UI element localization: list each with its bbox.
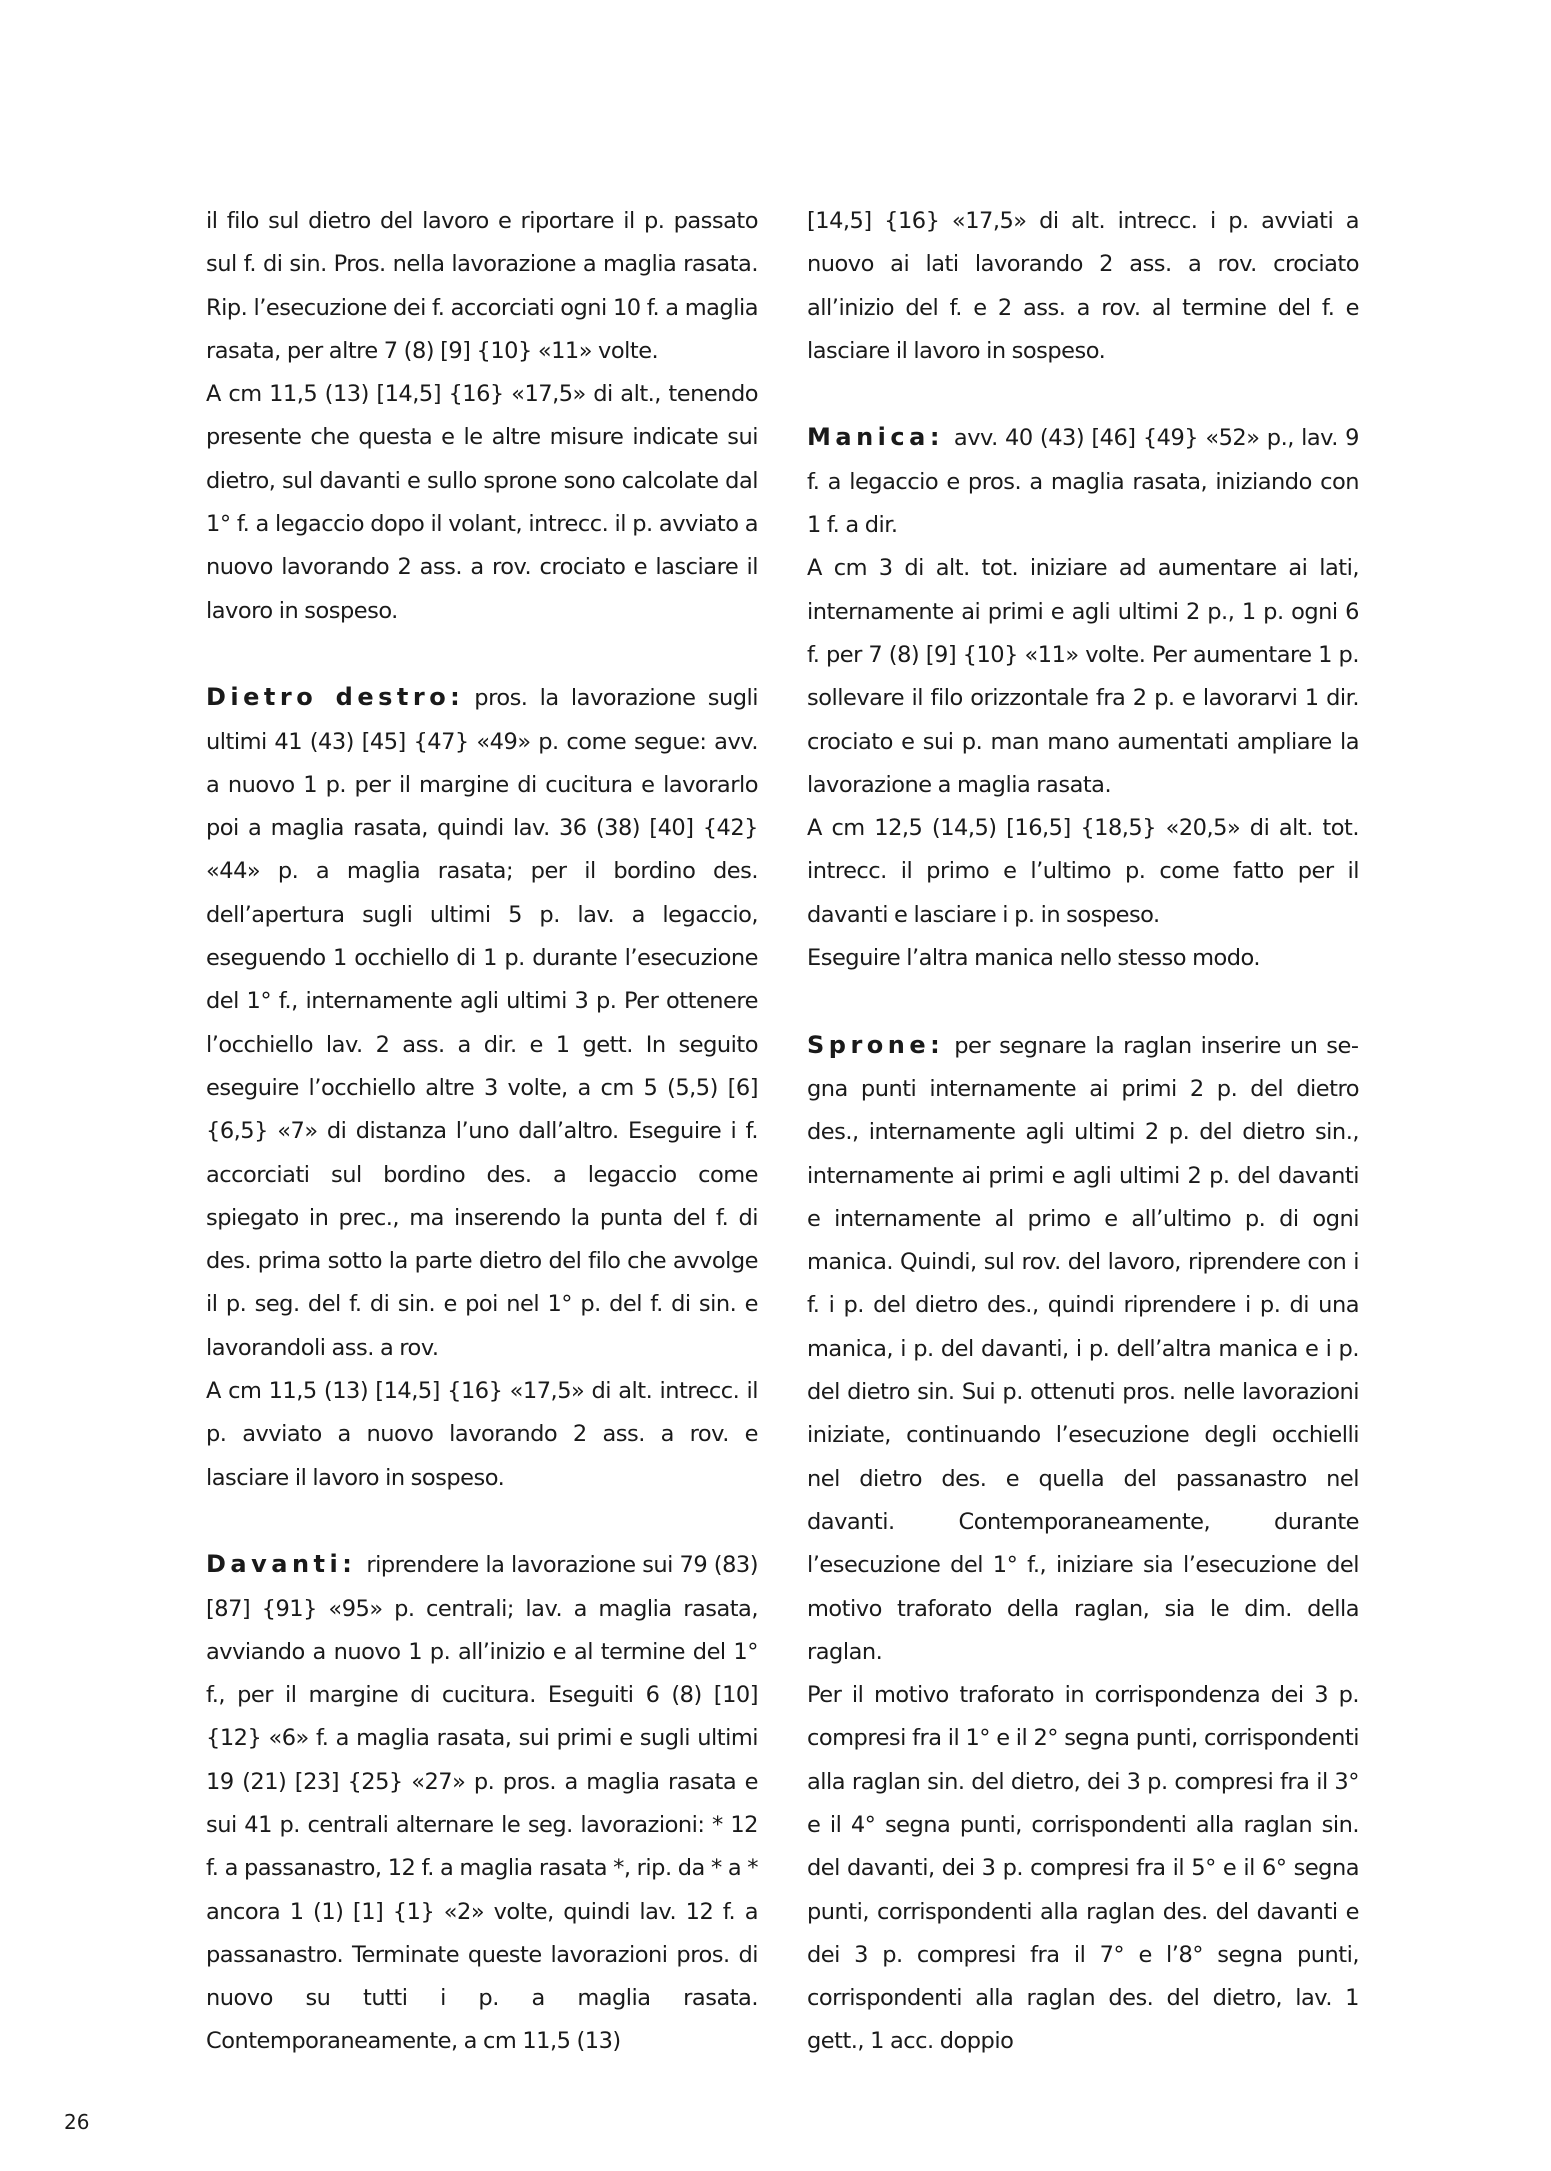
text-sprone: per segnare la raglan inserire un segna punti internamente ai primi 2 p. del dietro des., internamente agli ultimi 2 p. del dietro sin., internamente ai primi e agli ultimi 2 p. del davanti e internamente al primo e all’ultimo p. di ogni manica. Quindi, sul rov. del lavoro, riprendere con i f. i p. del dietro des., quindi riprendere i p. di una manica, i p. del davanti, i p. dell’altra manica e i p. del dietro sin. Sui p. ottenuti pros. nelle lavorazioni iniziate, continuando l’esecuzione degli occhielli nel dietro des. e quella del passanastro nel davanti. Contemporaneamente, durante l’esecuzione del 1° f., iniziare sia l’esecuzione del motivo traforato della raglan, sia le dim. della raglan.	[807, 1032, 1359, 1665]
section-dietro-destro	[206, 676, 758, 1370]
left-column	[206, 200, 758, 2064]
heading-davanti: Davanti:	[206, 1550, 357, 1579]
left-paragraph-2: A cm 11,5 (13) [14,5] {16} «17,5» di alt., tenendo presente che questa e le altre misure indicate sui dietro, sul davanti e sullo sprone sono calcolate dal 1° f. a legaccio dopo il volant, intrecc. il p. avviato a nuovo lavorando 2 ass. a rov. crociato e lasciare il lavoro in sospeso.	[206, 381, 758, 624]
left-paragraph-1: il filo sul dietro del lavoro e riportare il p. passato sul f. di sin. Pros. nella lavorazione a maglia rasata. Rip. l’esecuzione dei f. accorciati ogni 10 f. a maglia rasata, per altre 7 (8) [9] {10} «11» volte.	[206, 208, 758, 364]
heading-manica: Manica:	[807, 423, 944, 452]
paragraph-gap	[206, 633, 758, 676]
section-manica	[807, 416, 1359, 547]
paragraph-gap	[807, 373, 1359, 416]
paragraph-gap	[206, 1500, 758, 1543]
heading-sprone: Sprone:	[807, 1030, 945, 1059]
section-sprone	[807, 1024, 1359, 1674]
right-column	[807, 200, 1359, 2064]
right-paragraph-5: Eseguire l’altra manica nello stesso modo.	[807, 945, 1261, 972]
right-paragraph-3: A cm 3 di alt. tot. iniziare ad aumentare ai lati, internamente ai primi e agli ultimi 2 p., 1 p. ogni 6 f. per 7 (8) [9] {10} «11» volte. Per aumentare 1 p. sollevare il filo orizzontale fra 2 p. e lavorarvi 1 dir. crociato e sui p. man mano aumentati ampliare la lavorazione a maglia rasata.	[807, 555, 1359, 798]
page-number: 26	[64, 2110, 90, 2134]
text-manica: avv. 40 (43) [46] {49} «52» p., lav. 9 f. a legaccio e pros. a maglia rasata, iniziando con 1 f. a dir.	[807, 425, 1359, 539]
left-paragraph-4: A cm 11,5 (13) [14,5] {16} «17,5» di alt. intrecc. il p. avviato a nuovo lavorando 2 ass. a rov. e lasciare il lavoro in sospeso.	[206, 1378, 758, 1491]
right-paragraph-4: A cm 12,5 (14,5) [16,5] {18,5} «20,5» di alt. tot. intrecc. il primo e l’ultimo p. come fatto per il davanti e lasciare i p. in sospeso.	[807, 815, 1359, 928]
text-dietro-destro: pros. la lavorazione sugli ultimi 41 (43) [45] {47} «49» p. come segue: avv. a nuovo 1 p. per il margine di cucitura e lavorarlo poi a maglia rasata, quindi lav. 36 (38) [40] {42} «44» p. a maglia rasata; per il bordino des. dell’apertura sugli ultimi 5 p. lav. a legaccio, eseguendo 1 occhiello di 1 p. durante l’esecuzione del 1° f., internamente agli ultimi 3 p. Per ottenere l’occhiello lav. 2 ass. a dir. e 1 gett. In seguito eseguire l’occhiello altre 3 volte, a cm 5 (5,5) [6] {6,5} «7» di distanza l’uno dall’altro. Eseguire i f. accorciati sul bordino des. a legaccio come spiegato in prec., ma inserendo la punta del f. di des. prima sotto la parte dietro del filo che avvolge il p. seg. del f. di sin. e poi nel 1° p. del f. di sin. e lavorandoli ass. a rov.	[206, 685, 758, 1361]
right-paragraph-7: Per il motivo traforato in corrispondenza dei 3 p. compresi fra il 1° e il 2° segna punti, corrispondenti alla raglan sin. del dietro, dei 3 p. compresi fra il 3° e il 4° segna punti, corrispondenti alla raglan sin. del davanti, dei 3 p. compresi fra il 5° e il 6° segna punti, corrispondenti alla raglan des. del davanti e dei 3 p. compresi fra il 7° e l’8° segna punti, corrispondenti alla raglan des. del dietro, lav. 1 gett., 1 acc. doppio	[807, 1682, 1359, 2055]
text-davanti: riprendere la lavorazione sui 79 (83) [87] {91} «95» p. centrali; lav. a maglia rasata, avviando a nuovo 1 p. all’inizio e al termine del 1° f., per il margine di cucitura. Eseguiti 6 (8) [10] {12} «6» f. a maglia rasata, sui primi e sugli ultimi 19 (21) [23] {25} «27» p. pros. a maglia rasata e sui 41 p. centrali alternare le seg. lavorazioni: * 12 f. a passanastro, 12 f. a maglia rasata *, rip. da * a * ancora 1 (1) [1] {1} «2» volte, quindi lav. 12 f. a passanastro. Terminate queste lavorazioni pros. di nuovo su tutti i p. a maglia rasata. Contemporaneamente, a cm 11,5 (13)	[206, 1552, 758, 2055]
right-paragraph-1: [14,5] {16} «17,5» di alt. intrecc. i p. avviati a nuovo ai lati lavorando 2 ass. a rov. crociato all’inizio del f. e 2 ass. a rov. al termine del f. e lasciare il lavoro in sospeso.	[807, 208, 1359, 364]
heading-dietro-destro: Dietro destro:	[206, 683, 465, 712]
paragraph-gap	[807, 980, 1359, 1023]
section-davanti	[206, 1543, 758, 2064]
